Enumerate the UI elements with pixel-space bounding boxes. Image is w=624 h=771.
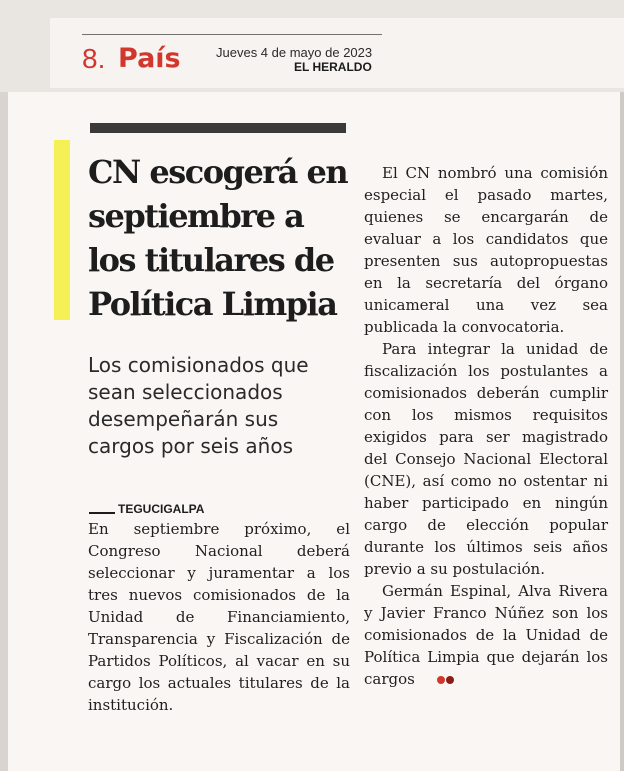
left-column — [88, 518, 350, 716]
headline-line: Política Limpia — [88, 285, 337, 323]
highlighter-mark — [54, 140, 70, 320]
newspaper-name: EL HERALDO — [294, 60, 372, 74]
header-rule — [82, 34, 382, 35]
body-paragraph: En septiembre próximo, el Congreso Nacional deberá seleccionar y juramentar a los tres nuevos comisionados de la Unidad de Financiamiento, Transparencia y Fiscalización de Partidos Políticos, al vacar en su cargo los actuales titulares de la institución. — [88, 520, 350, 714]
end-dot-icon — [446, 676, 454, 684]
body-paragraph: Para integrar la unidad de fiscalización los postulantes a comisionados deberán cumplir con los mismos requisitos exigidos para ser magistrado del Consejo Nacional Electoral (CNE), así como no ostentar ni haber participado en ningún cargo de elección popular durante los últimos seis años previo a su postulación. — [364, 340, 608, 578]
closing-text: Germán Espinal, Alva Rivera y Javier Franco Núñez son los comisionados de la Unidad de Política Limpia que dejarán los cargos — [364, 582, 608, 688]
end-dot-icon — [437, 676, 445, 684]
dateline: TEGUCIGALPA — [118, 502, 205, 516]
end-of-article-icon — [418, 668, 454, 690]
body-paragraph-closing — [364, 580, 608, 690]
headline-line: los titulares de — [88, 241, 334, 279]
section-title: País — [118, 43, 181, 74]
body-paragraph: El CN nombró una comisión especial el pasado martes, quienes se encargarán de evaluar a los candidatos que presenten sus autopropuestas en la secretaría del órgano unicameral una vez sea publicada la convocatoria. — [364, 164, 608, 336]
right-column — [364, 162, 608, 690]
publication-date: Jueves 4 de mayo de 2023 — [216, 45, 373, 60]
article-headline — [88, 150, 358, 326]
dateline-rule — [89, 512, 115, 514]
paper-shadow — [0, 92, 8, 771]
headline-top-bar — [90, 123, 346, 133]
headline-line: septiembre a — [88, 197, 304, 235]
headline-line: CN escogerá en — [88, 153, 348, 191]
page-number: 8. — [82, 43, 106, 74]
article-subhead: Los comisionados que sean seleccionados desempeñarán sus cargos por seis años — [88, 353, 309, 458]
